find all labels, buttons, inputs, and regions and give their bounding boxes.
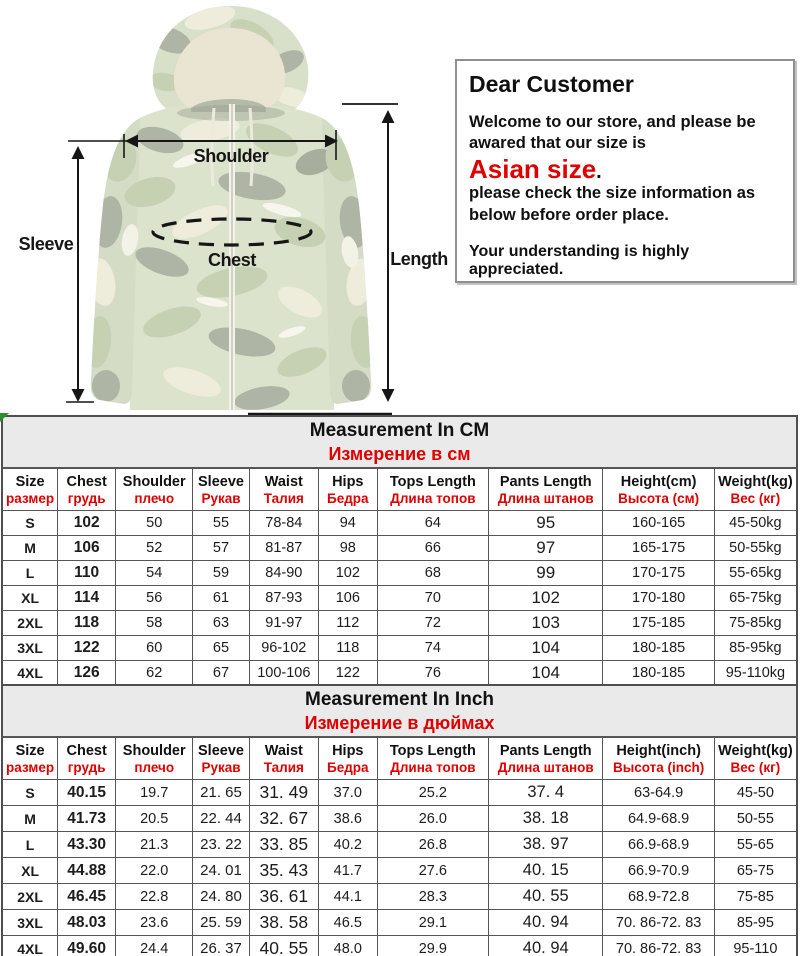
table-cell: 55 [193,511,249,536]
column-header-ru: Рукав [201,490,241,506]
table-cell: 19.7 [116,780,193,806]
table-cell: 22.0 [116,858,193,884]
table-cell: 2XL [2,884,58,910]
column-header-ru: Длина штанов [497,759,594,775]
table-row [2,536,797,561]
column-header-en: Pants Length [499,742,592,759]
table-cell: 170-175 [603,561,714,586]
table-cell: 28.3 [377,884,488,910]
column-header-en: Height(inch) [616,742,701,759]
cm-measurement-table [1,415,798,687]
table-cell: 37. 4 [489,780,603,806]
column-header [116,737,193,780]
table-cell: 25.2 [377,780,488,806]
table-cell: 48.03 [58,910,116,936]
table-cell: 26.0 [377,806,488,832]
column-header [193,737,249,780]
inch-measurement-table [1,684,798,956]
column-header [249,737,318,780]
table-cell: 165-175 [603,536,714,561]
table-cell: 24. 01 [193,858,249,884]
sleeve-label: Sleeve [18,234,74,254]
table-cell: 66.9-70.9 [603,858,714,884]
column-header-ru: размер [6,490,55,506]
table-cell: 55-65 [714,832,797,858]
table-cell: 38. 18 [489,806,603,832]
table-cell: 160-165 [603,511,714,536]
table-cell: 38. 58 [249,910,318,936]
table-cell: 85-95kg [714,636,797,661]
table-cell: 65-75kg [714,586,797,611]
table-cell: M [2,806,58,832]
notice-thanks-text: Your understanding is highly appreciated. [469,243,690,279]
table-cell: 102 [318,561,377,586]
column-header-ru: плечо [134,759,175,775]
table-cell: 49.60 [58,936,116,956]
column-header-ru: Вес (кг) [730,759,781,775]
table-cell: 63 [193,611,249,636]
table-cell: 106 [58,536,116,561]
table-cell: 50-55 [714,806,797,832]
notice-check-text: please check the size information as below before order place. [469,184,756,224]
table-cell: 104 [489,661,603,687]
table-cell: 84-90 [249,561,318,586]
table-cell: 112 [318,611,377,636]
table-cell: 122 [318,661,377,687]
table-cell: 62 [116,661,193,687]
table-title-ru: Измерение в см [328,443,471,464]
table-row [2,832,797,858]
table-row [2,511,797,536]
jacket-body [82,2,379,414]
length-label: Length [390,249,448,269]
table-cell: 110 [58,561,116,586]
table-cell: 27.6 [377,858,488,884]
table-cell: 54 [116,561,193,586]
column-header-ru: Длина топов [390,490,476,506]
table-cell: 46.45 [58,884,116,910]
column-header-ru: Длина штанов [497,490,594,506]
table-cell: 68 [377,561,488,586]
table-title [2,416,797,468]
table-cell: 63-64.9 [603,780,714,806]
table-cell: 118 [58,611,116,636]
table-cell: 67 [193,661,249,687]
table-cell: 44.1 [318,884,377,910]
table-row [2,561,797,586]
table-cell: 40. 55 [489,884,603,910]
column-header [58,737,116,780]
table-cell: 45-50 [714,780,797,806]
column-header [377,737,488,780]
table-cell: 23.6 [116,910,193,936]
column-header-ru: плечо [134,490,175,506]
table-row [2,586,797,611]
table-cell: 4XL [2,661,58,687]
table-cell: 64.9-68.9 [603,806,714,832]
table-cell: 70. 86-72. 83 [603,936,714,956]
table-cell: M [2,536,58,561]
table-cell: 98 [318,536,377,561]
table-cell: 26.8 [377,832,488,858]
table-cell: 75-85kg [714,611,797,636]
column-header-en: Hips [332,473,364,490]
column-header [318,468,377,511]
column-header-ru: Бедра [327,490,369,506]
column-header [489,737,603,780]
table-cell: 57 [193,536,249,561]
column-header-en: Waist [264,742,303,759]
table-cell: 29.1 [377,910,488,936]
table-cell: S [2,780,58,806]
table-cell: 58 [116,611,193,636]
table-cell: 31. 49 [249,780,318,806]
table-row [2,858,797,884]
table-row [2,806,797,832]
column-header-ru: Рукав [201,759,241,775]
table-cell: 29.9 [377,936,488,956]
table-cell: 97 [489,536,603,561]
table-cell: 72 [377,611,488,636]
column-header-en: Sleeve [198,473,244,490]
green-corner-artifact [0,413,9,422]
table-cell: 60 [116,636,193,661]
table-cell: 74 [377,636,488,661]
table-cell: 24. 80 [193,884,249,910]
table-row [2,884,797,910]
column-header-en: Weight(kg) [718,473,793,490]
column-header-ru: Высота (inch) [612,759,705,775]
table-cell: 26. 37 [193,936,249,956]
table-cell: 22. 44 [193,806,249,832]
table-cell: 95 [489,511,603,536]
measurement-table [1,684,798,956]
table-cell: 61 [193,586,249,611]
column-header-en: Sleeve [198,742,244,759]
table-cell: 114 [58,586,116,611]
table-cell: 38.6 [318,806,377,832]
table-cell: 180-185 [603,661,714,687]
table-cell: 122 [58,636,116,661]
table-row [2,780,797,806]
table-cell: 96-102 [249,636,318,661]
table-cell: 102 [489,586,603,611]
table-cell: 21.3 [116,832,193,858]
table-cell: 2XL [2,611,58,636]
table-cell: 48.0 [318,936,377,956]
customer-notice-box [455,59,795,283]
table-cell: 180-185 [603,636,714,661]
column-header-en: Chest [66,742,107,759]
table-cell: 21. 65 [193,780,249,806]
table-cell: 66.9-68.9 [603,832,714,858]
table-cell: 35. 43 [249,858,318,884]
column-header [116,468,193,511]
table-cell: 36. 61 [249,884,318,910]
table-cell: 175-185 [603,611,714,636]
table-cell: 41.73 [58,806,116,832]
asian-size-line [469,153,781,184]
column-header [489,468,603,511]
table-cell: 32. 67 [249,806,318,832]
table-cell: 64 [377,511,488,536]
table-cell: 103 [489,611,603,636]
notice-welcome-text: Welcome to our store, and please be awared that our size is [469,113,756,153]
column-header-en: Pants Length [499,473,592,490]
table-cell: 3XL [2,910,58,936]
column-header [603,468,714,511]
table-cell: 81-87 [249,536,318,561]
table-cell: 46.5 [318,910,377,936]
column-header [2,468,58,511]
product-diagram-section [0,0,800,418]
asian-size-highlight: Asian size [469,153,597,184]
table-cell: 102 [58,511,116,536]
column-header [2,737,58,780]
table-cell: 37.0 [318,780,377,806]
table-cell: 76 [377,661,488,687]
column-header-en: Height(cm) [620,473,697,490]
column-header-ru: Талия [263,490,304,506]
table-cell: 59 [193,561,249,586]
measurement-table [1,415,798,687]
table-cell: 22.8 [116,884,193,910]
column-header-ru: грудь [67,759,106,775]
table-cell: 65-75 [714,858,797,884]
column-header-en: Shoulder [122,742,186,759]
column-header-en: Tops Length [389,742,476,759]
column-header-en: Shoulder [122,473,186,490]
table-cell: 40.2 [318,832,377,858]
column-header [58,468,116,511]
jacket-illustration [0,0,456,418]
table-row [2,636,797,661]
table-cell: 104 [489,636,603,661]
table-row [2,661,797,687]
table-title-ru: Измерение в дюймах [304,712,495,733]
column-header [714,737,797,780]
column-header-en: Size [15,473,45,490]
column-header-en: Chest [66,473,107,490]
table-title-en: Measurement In CM [309,419,490,441]
table-title [2,685,797,737]
table-cell: 40. 94 [489,936,603,956]
table-cell: 85-95 [714,910,797,936]
table-cell: 95-110kg [714,661,797,687]
table-cell: 40.15 [58,780,116,806]
table-cell: 66 [377,536,488,561]
table-row [2,910,797,936]
table-cell: 95-110 [714,936,797,956]
table-cell: 45-50kg [714,511,797,536]
table-cell: 65 [193,636,249,661]
column-header-ru: грудь [67,490,106,506]
table-cell: L [2,561,58,586]
table-cell: 41.7 [318,858,377,884]
column-header-en: Weight(kg) [718,742,793,759]
table-cell: 44.88 [58,858,116,884]
column-header-ru: Талия [263,759,304,775]
table-cell: 24.4 [116,936,193,956]
table-cell: 40. 55 [249,936,318,956]
shoulder-label: Shoulder [193,146,269,166]
column-header [249,468,318,511]
table-cell: 70. 86-72. 83 [603,910,714,936]
column-header [603,737,714,780]
table-cell: 75-85 [714,884,797,910]
column-header-ru: Бедра [327,759,369,775]
table-title-en: Measurement In Inch [305,688,494,710]
table-cell: 68.9-72.8 [603,884,714,910]
table-cell: 4XL [2,936,58,956]
table-cell: 3XL [2,636,58,661]
column-header [714,468,797,511]
table-cell: S [2,511,58,536]
notice-title: Dear Customer [469,71,634,97]
table-cell: 99 [489,561,603,586]
column-header-en: Tops Length [389,473,476,490]
table-cell: 118 [318,636,377,661]
table-cell: 50-55kg [714,536,797,561]
table-cell: 94 [318,511,377,536]
table-cell: XL [2,858,58,884]
table-cell: 56 [116,586,193,611]
table-cell: 52 [116,536,193,561]
table-cell: 50 [116,511,193,536]
column-header-ru: размер [6,759,55,775]
table-cell: 78-84 [249,511,318,536]
column-header [318,737,377,780]
table-row [2,611,797,636]
table-cell: 23. 22 [193,832,249,858]
table-cell: 87-93 [249,586,318,611]
column-header-ru: Вес (кг) [730,490,781,506]
table-row [2,936,797,956]
column-header-ru: Высота (см) [618,490,700,506]
table-cell: 33. 85 [249,832,318,858]
table-cell: L [2,832,58,858]
column-header-ru: Длина топов [390,759,476,775]
table-cell: 170-180 [603,586,714,611]
table-cell: 40. 94 [489,910,603,936]
column-header [193,468,249,511]
table-cell: 106 [318,586,377,611]
column-header-en: Waist [264,473,303,490]
asian-size-period: . [596,160,602,183]
table-cell: 91-97 [249,611,318,636]
table-cell: 40. 15 [489,858,603,884]
table-cell: 126 [58,661,116,687]
column-header-en: Hips [332,742,364,759]
table-cell: 55-65kg [714,561,797,586]
table-cell: 70 [377,586,488,611]
table-cell: 43.30 [58,832,116,858]
table-cell: XL [2,586,58,611]
table-cell: 20.5 [116,806,193,832]
chest-label: Chest [207,250,257,270]
table-cell: 25. 59 [193,910,249,936]
column-header [377,468,488,511]
column-header-en: Size [15,742,45,759]
table-cell: 100-106 [249,661,318,687]
table-cell: 38. 97 [489,832,603,858]
